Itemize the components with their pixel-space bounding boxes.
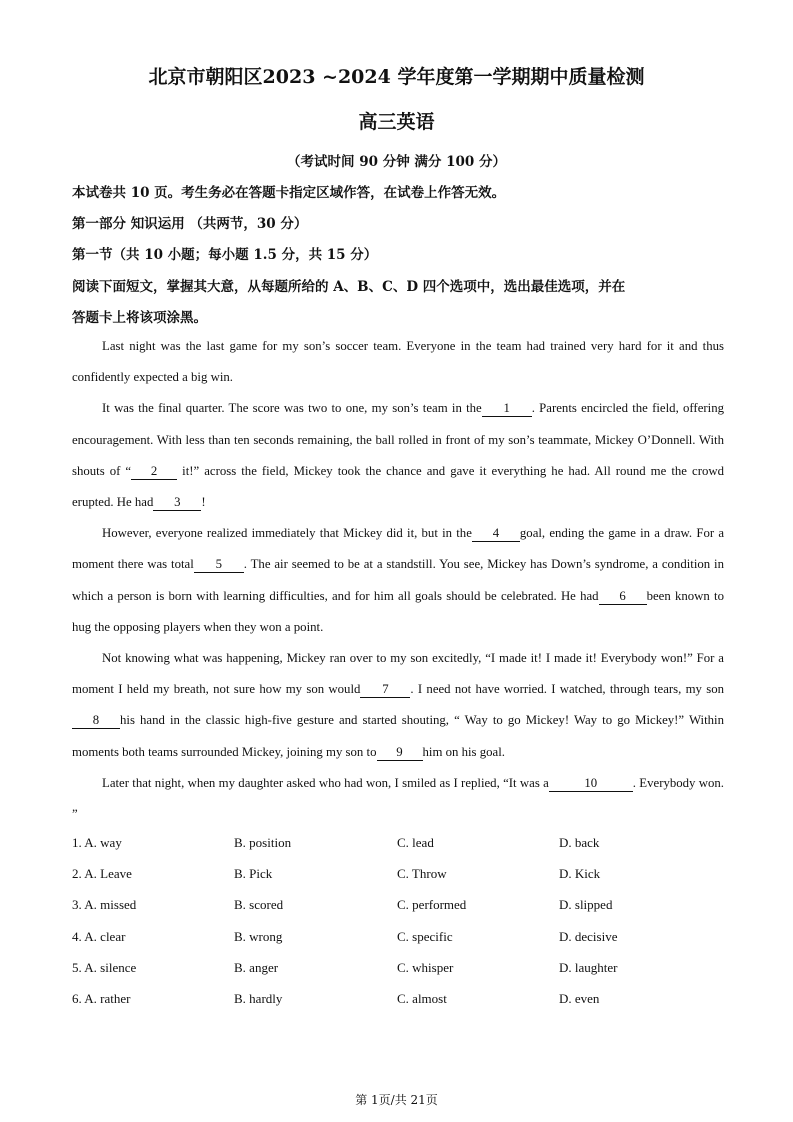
blank-9: 9 [377,745,423,761]
option-a: 5. A. silence [72,959,137,975]
notice: 本试卷共 10 页。考生务必在答题卡指定区域作答，在试卷上作答无效。 [72,185,506,201]
exam-title: 北京市朝阳区2023 ~2024 学年度第一学期期中质量检测 [148,66,645,88]
option-c: C. lead [397,835,434,850]
paragraph-text: him on his goal. [422,744,505,759]
blank-6: 6 [599,589,647,605]
paragraph-text: Not knowing what was happening, Mickey ran over to my son excitedly, “I made it! I made it! Everybody won!” For a moment I held my breath, not sure how my son would [72,651,724,697]
option-d: D. back [559,835,600,850]
option-b: B. wrong [234,928,283,944]
option-row [72,960,724,991]
part-heading: 第一部分 知识运用 （共两节，30 分） [72,216,308,232]
passage [72,331,724,830]
option-d: D. slipped [559,897,613,913]
paragraph-text: been known to hug the opposing players when they won a point. [72,588,724,634]
paragraph-text: . Everybody won. ” [72,775,725,822]
option-a: 2. A. Leave [72,866,132,882]
option-c: C. whisper [397,959,454,975]
blank-2: 2 [131,464,177,480]
option-b: B. Pick [234,866,273,882]
paragraph-text: However, everyone realized immediately that Mickey did it, but in the [102,526,472,541]
exam-info: （考试时间 90 分钟 满分 100 分） [287,154,506,170]
option-d: D. Kick [559,866,601,882]
paragraph-text: goal, ending the game in a draw. For a moment there was total [72,526,724,572]
option-row [72,866,724,897]
option-a: 3. A. missed [72,897,137,913]
option-b: B. scored [234,897,284,913]
blank-8: 8 [72,713,120,729]
option-c: C. almost [397,990,447,1006]
blank-10: 10 [549,776,633,792]
option-b: B. hardly [234,990,283,1006]
paragraph-3 [72,518,724,643]
option-d: D. decisive [559,928,618,944]
option-a: 4. A. clear [72,928,126,944]
paragraph-text: . Parents encircled the field, offering encouragement. With less than ten seconds remaining, the ball rolled in front of my son’s teammate, Mickey O’Donnell. With shouts of “ [72,401,724,478]
paragraph-text: . I need not have worried. I watched, through tears, my son [410,682,724,697]
paragraph-text: ! [201,495,206,510]
paragraph-2 [72,393,724,518]
paragraph-5 [72,768,724,830]
page-number: 第 1页/共 21页 [355,1093,438,1107]
direction-line-2: 答题卡上将该项涂黑。 [72,310,207,326]
section-heading: 第一节（共 10 小题；每小题 1.5 分，共 15 分） [72,247,378,263]
paragraph-4 [72,643,724,768]
blank-4: 4 [472,526,520,542]
option-b: B. position [234,835,292,850]
option-row [72,929,724,960]
options-list [72,835,724,1022]
direction-line-1: 阅读下面短文，掌握其大意，从每题所给的 A、B、C、D 四个选项中，选出最佳选项，并在 [72,279,626,295]
paragraph-text: . The air seemed to be at a standstill. You see, Mickey has Down’s syndrome, a condition in which a person is born with learning difficulties, and for him all goals should be celebrated. He had [72,557,724,603]
paragraph-text: it!” across the field, Mickey took the chance and gave it everything he had. All round me the crowd erupted. He had [72,463,724,510]
paragraph-text: Later that night, when my daughter asked who had won, I smiled as I replied, “It was a [102,775,549,790]
option-row [72,835,724,866]
paragraph-1 [72,331,724,393]
option-c: C. performed [397,897,467,913]
option-row [72,991,724,1022]
option-a: 1. A. way [72,835,122,850]
option-d: D. laughter [559,959,618,975]
blank-7: 7 [360,682,410,698]
option-d: D. even [559,990,600,1006]
blank-3: 3 [153,495,201,511]
paragraph-text: Last night was the last game for my son’s soccer team. Everyone in the team had trained very hard for it and thus confidently expected a big win. [72,339,724,385]
option-c: C. Throw [397,866,447,882]
option-a: 6. A. rather [72,990,131,1006]
option-c: C. specific [397,928,453,944]
option-row [72,897,724,928]
option-b: B. anger [234,959,279,975]
paragraph-text: It was the final quarter. The score was two to one, my son’s team in the [102,401,482,416]
subject-title: 高三英语 [358,111,435,133]
blank-5: 5 [194,557,244,573]
blank-1: 1 [482,401,532,417]
paragraph-text: his hand in the classic high-five gesture and started shouting, “ Way to go Mickey! Way to go Mickey!” Within moments both teams surrounded Mickey, joining my son to [72,713,724,759]
